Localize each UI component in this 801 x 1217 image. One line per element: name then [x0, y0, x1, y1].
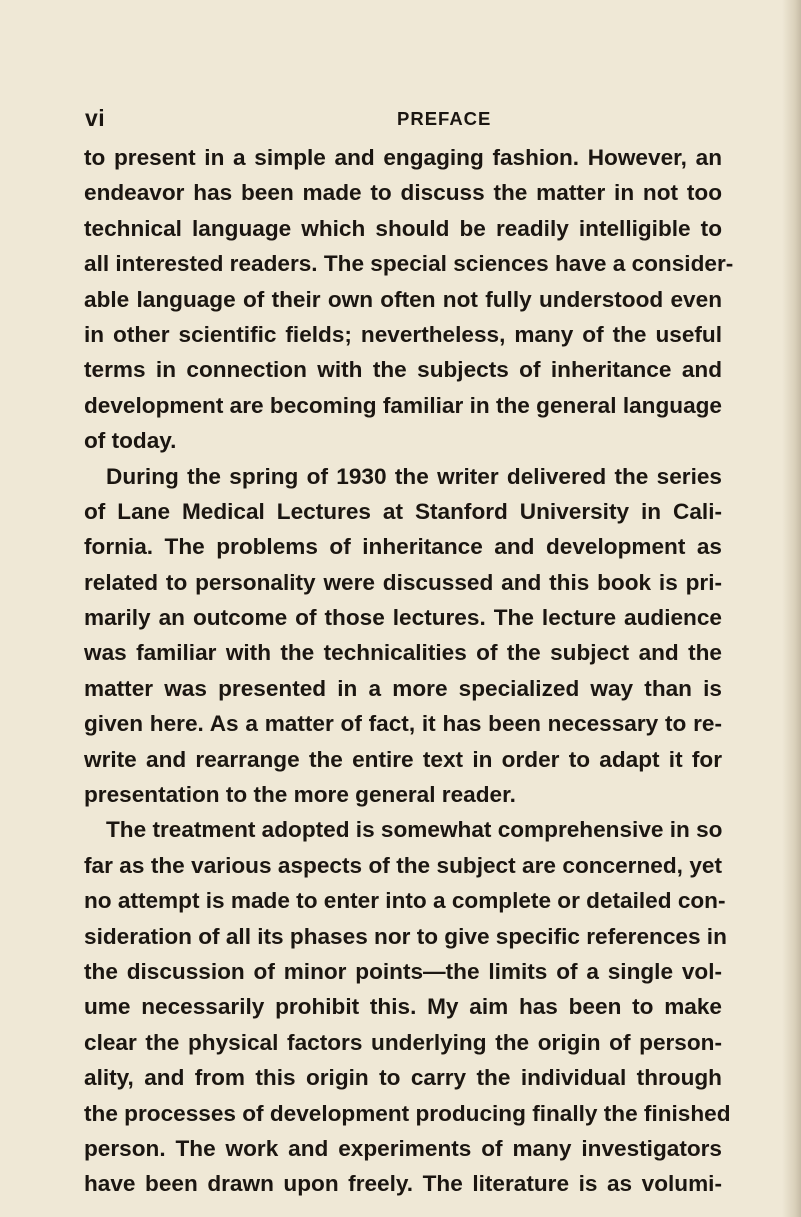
text-line: ality, and from this origin to carry the individual through [84, 1065, 722, 1091]
text-line: the discussion of minor points—the limits of a single vol- [84, 958, 722, 984]
text-line: the processes of development producing finally the finished [84, 1100, 731, 1126]
text-line: far as the various aspects of the subject are concerned, yet [84, 852, 722, 878]
text-line: given here. As a matter of fact, it has been necessary to re- [84, 711, 722, 737]
text-line: fornia. The problems of inheritance and development as [84, 534, 722, 560]
text-line: no attempt is made to enter into a complete or detailed con- [84, 888, 726, 914]
text-line: person. The work and experiments of many investigators [84, 1135, 722, 1161]
text-line: presentation to the more general reader. [84, 782, 516, 808]
text-line: ume necessarily prohibit this. My aim has been to make [84, 994, 722, 1020]
body-text [84, 140, 734, 1202]
text-line: to present in a simple and engaging fashion. However, an [84, 145, 722, 170]
text-line: write and rearrange the entire text in order to adapt it for [84, 746, 722, 772]
text-line: in other scientific fields; nevertheless, many of the useful [84, 321, 722, 347]
text-line: related to personality were discussed and this book is pri- [84, 569, 722, 595]
text-line: terms in connection with the subjects of inheritance and [84, 357, 722, 383]
text-line: clear the physical factors underlying the origin of person- [84, 1029, 722, 1055]
text-line: sideration of all its phases nor to give specific references in [84, 923, 727, 949]
text-line: matter was presented in a more specialized way than is [84, 675, 722, 701]
text-line: During the spring of 1930 the writer delivered the series [106, 463, 722, 489]
text-line: marily an outcome of those lectures. The lecture audience [84, 605, 722, 631]
running-head [85, 105, 715, 139]
text-line: The treatment adopted is somewhat comprehensive in so [106, 817, 723, 843]
text-line: was familiar with the technicalities of the subject and the [84, 640, 722, 666]
text-line: technical language which should be readily intelligible to [84, 215, 722, 241]
text-line: of today. [84, 428, 177, 454]
running-title: PREFACE [397, 108, 492, 129]
text-line: all interested readers. The special sciences have a consider- [84, 251, 734, 277]
text-line: of Lane Medical Lectures at Stanford University in Cali- [84, 498, 722, 524]
text-line: able language of their own often not fully understood even [84, 286, 722, 312]
page-number: vi [85, 105, 106, 131]
text-line: endeavor has been made to discuss the matter in not too [84, 180, 722, 206]
text-line: development are becoming familiar in the general language [84, 392, 722, 418]
text-line: have been drawn upon freely. The literature is as volumi- [84, 1171, 722, 1197]
